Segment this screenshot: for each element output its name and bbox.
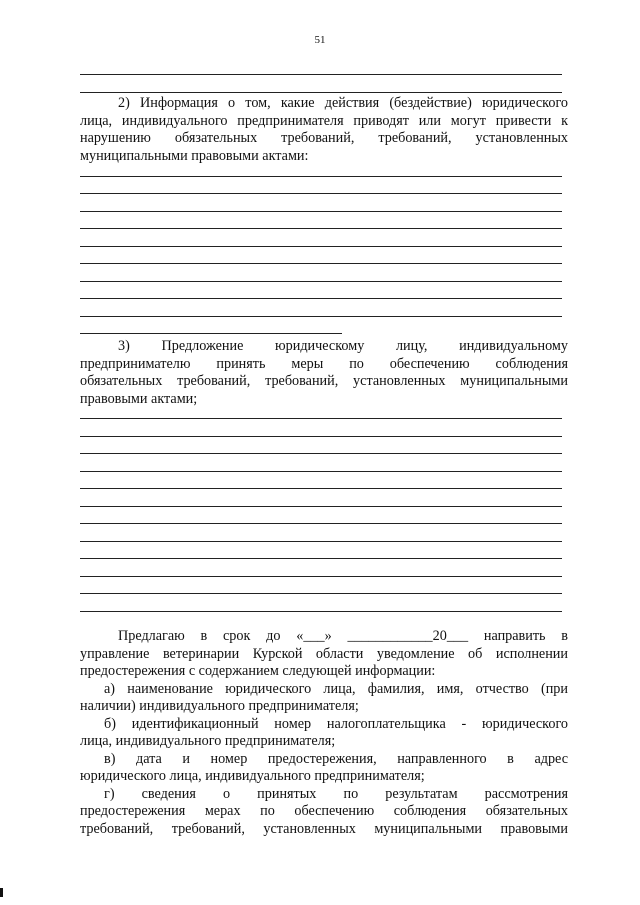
notice-paragraph	[80, 628, 568, 838]
text-line: предостережения с содержанием следующей информации:	[80, 663, 436, 679]
fill-line	[80, 92, 562, 93]
fill-line	[80, 298, 562, 299]
fill-line	[80, 541, 562, 542]
fill-line	[80, 333, 342, 334]
text-line: б) идентификационный номер налогоплательщика - юридического	[104, 715, 568, 732]
text-line: муниципальными правовыми актами:	[80, 147, 309, 164]
fill-line	[80, 263, 562, 264]
text-line: Предлагаю в срок до «___» ____________20___ направить в	[118, 628, 568, 644]
fill-line	[80, 558, 562, 559]
text-line: в) дата и номер предостережения, направленного в адрес	[104, 750, 568, 767]
text-line: 2) Информация о том, какие действия (бездействие) юридического	[118, 95, 568, 111]
text-line: обязательных требований, требований, установленных муниципальными	[80, 373, 568, 389]
fill-line	[80, 193, 562, 194]
text-line: предпринимателю принять меры по обеспечению соблюдения	[80, 355, 568, 372]
text-line: управление ветеринарии Курской области уведомление об исполнении	[80, 645, 568, 662]
fill-line	[80, 471, 562, 472]
text-line: а) наименование юридического лица, фамилия, имя, отчество (при	[104, 680, 568, 697]
text-line: требований, требований, установленных муниципальными правовыми	[80, 820, 568, 837]
page-number: 51	[314, 34, 326, 46]
text-line: наличии) индивидуального предпринимателя;	[80, 698, 359, 714]
text-line: юридического лица, индивидуального предпринимателя;	[80, 768, 425, 784]
section-3-paragraph	[80, 338, 568, 408]
text-line: лица, индивидуального предпринимателя;	[80, 733, 336, 749]
fill-line	[80, 453, 562, 454]
text-line: г) сведения о принятых по результатам рассмотрения	[104, 785, 568, 802]
section-2-paragraph	[80, 95, 568, 165]
fill-line	[80, 176, 562, 177]
text-line: предостережения мерах по обеспечению соблюдения обязательных	[80, 803, 568, 819]
scan-mark	[0, 888, 3, 897]
fill-line	[80, 246, 562, 247]
text-line: 3) Предложение юридическому лицу, индивидуальному	[118, 338, 568, 354]
fill-line	[80, 436, 562, 437]
fill-line	[80, 211, 562, 212]
text-line: нарушению обязательных требований, требований, установленных	[80, 130, 568, 146]
fill-line	[80, 523, 562, 524]
fill-line	[80, 506, 562, 507]
text-line: лица, индивидуального предпринимателя приводят или могут привести к	[80, 112, 568, 129]
text-line: правовыми актами;	[80, 390, 198, 407]
fill-line	[80, 228, 562, 229]
fill-line	[80, 281, 562, 282]
fill-line	[80, 316, 562, 317]
fill-line	[80, 593, 562, 594]
fill-line	[80, 611, 562, 612]
fill-line	[80, 488, 562, 489]
fill-line	[80, 576, 562, 577]
fill-line	[80, 74, 562, 75]
fill-line	[80, 418, 562, 419]
